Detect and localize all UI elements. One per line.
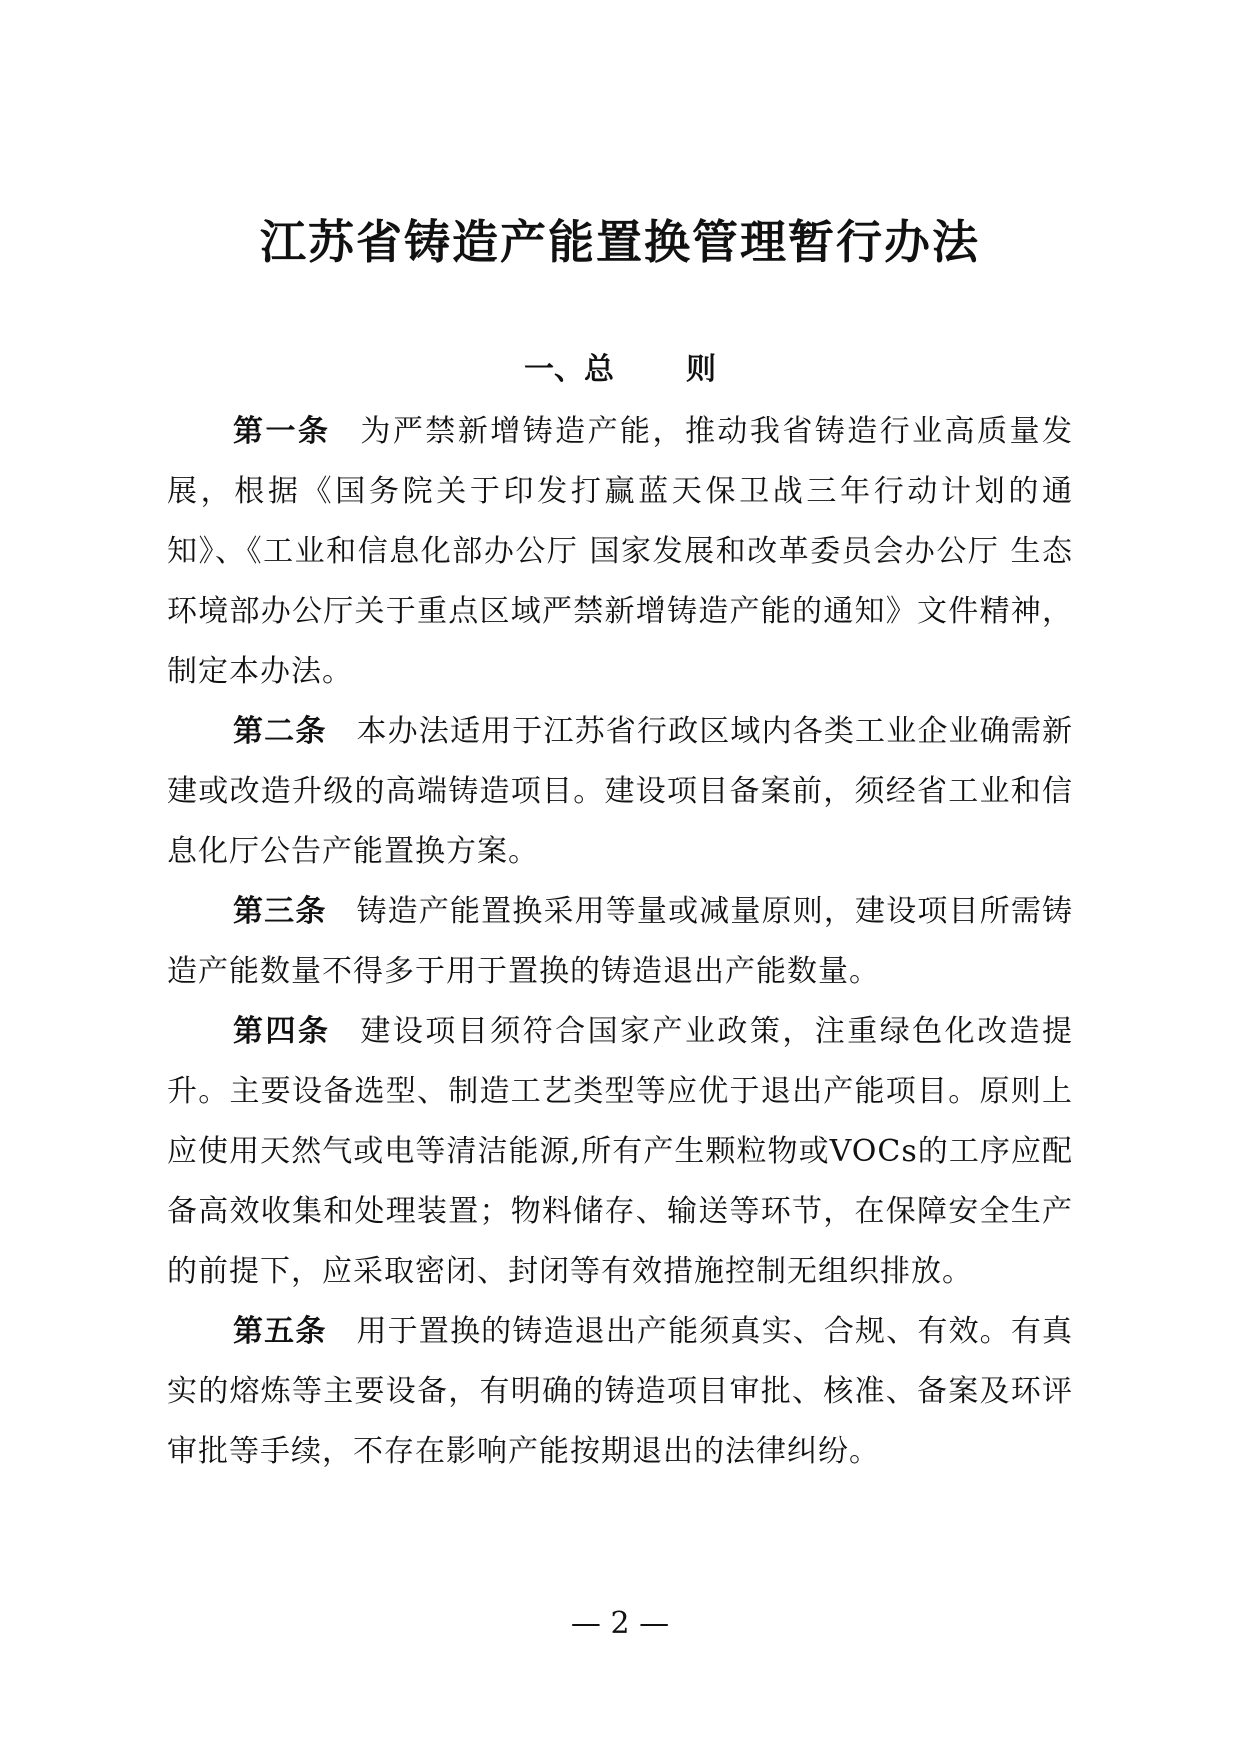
article-text: 用于置换的铸造退出产能须真实、合规、有效。有真实的熔炼等主要设备，有明确的铸造项目审批、核准、备案及环评审批等手续，不存在影响产能按期退出的法律纠纷。 xyxy=(167,1314,1074,1469)
article-label: 第四条 xyxy=(233,1014,331,1049)
article-2 xyxy=(167,702,1073,882)
article-3 xyxy=(167,882,1073,1002)
article-text: 铸造产能置换采用等量或减量原则，建设项目所需铸造产能数量不得多于用于置换的铸造退出产能数量。 xyxy=(167,894,1074,989)
section-heading xyxy=(0,348,1240,392)
article-label: 第三条 xyxy=(233,894,327,929)
section-heading-part2: 则 xyxy=(686,352,716,387)
article-1 xyxy=(167,402,1073,702)
document-title: 江苏省铸造产能置换管理暂行办法 xyxy=(260,215,980,269)
article-text: 建设项目须符合国家产业政策，注重绿色化改造提升。主要设备选型、制造工艺类型等应优于退出产能项目。原则上应使用天然气或电等清洁能源,所有产生颗粒物或VOCs的工序应配备高效收集和处理装置；物料储存、输送等环节，在保障安全生产的前提下，应采取密闭、封闭等有效措施控制无组织排放。 xyxy=(167,1014,1073,1289)
article-list xyxy=(167,402,1073,1482)
article-text: 本办法适用于江苏省行政区域内各类工业企业确需新建或改造升级的高端铸造项目。建设项目备案前，须经省工业和信息化厅公告产能置换方案。 xyxy=(167,714,1074,869)
page-number: — 2 — xyxy=(570,1606,670,1641)
article-label: 第一条 xyxy=(233,414,331,449)
article-label: 第五条 xyxy=(233,1314,327,1349)
article-4 xyxy=(167,1002,1073,1302)
article-5 xyxy=(167,1302,1073,1482)
article-text: 为严禁新增铸造产能，推动我省铸造行业高质量发展，根据《国务院关于印发打赢蓝天保卫战三年行动计划的通知》、《工业和信息化部办公厅 国家发展和改革委员会办公厅 生态环境部办公厅关于重点区域严禁新增铸造产能的通知》文件精神，制定本办法。 xyxy=(167,414,1073,689)
section-heading-part1: 一、总 xyxy=(524,352,614,387)
article-label: 第二条 xyxy=(233,714,327,749)
